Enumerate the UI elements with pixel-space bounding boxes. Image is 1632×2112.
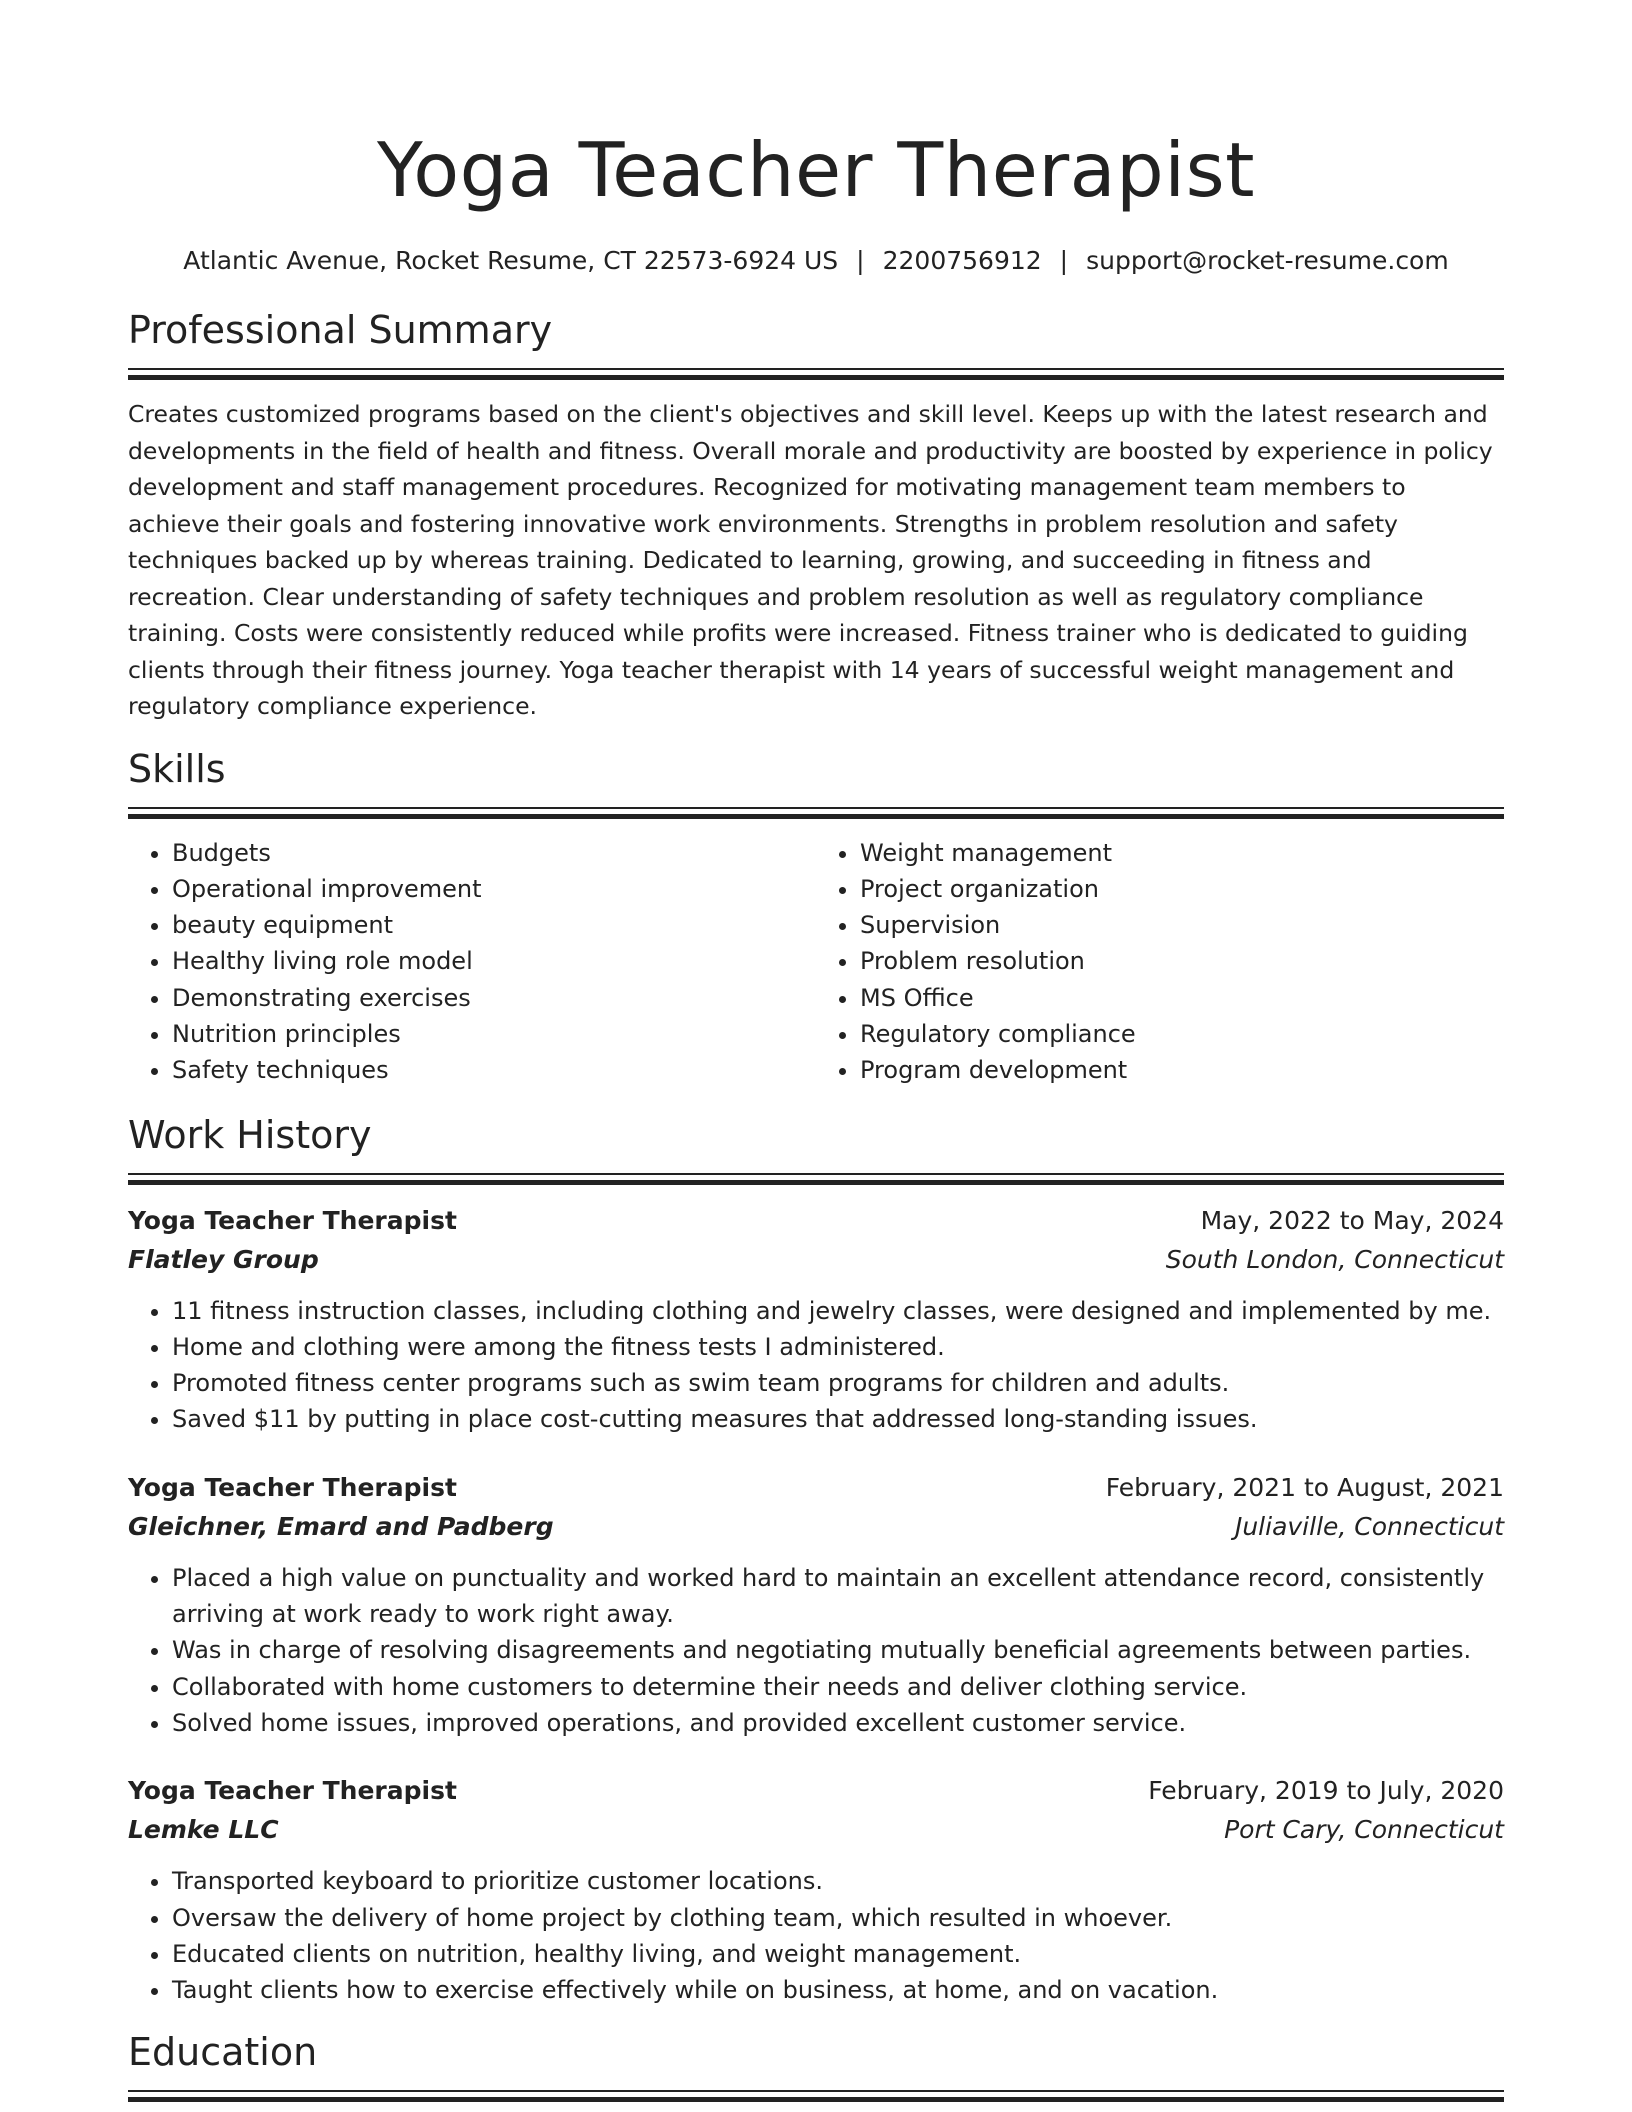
skills-list-left: [128, 835, 816, 1089]
job-company: Lemke LLC: [128, 1815, 279, 1845]
contact-line: [128, 244, 1504, 278]
work-history-section: [128, 1111, 1504, 2009]
job-entry: [128, 1771, 1504, 2008]
job-bullet: • Transported keyboard to prioritize customer locations.: [172, 1863, 1504, 1899]
skill-item: • Problem resolution: [860, 943, 1504, 979]
job-entry: [128, 1201, 1504, 1438]
contact-address: Atlantic Avenue, Rocket Resume, CT 22573-6924 US: [183, 246, 839, 275]
job-bullet: • Was in charge of resolving disagreements and negotiating mutually beneficial agreements between parties.: [172, 1632, 1504, 1668]
skill-item: • Operational improvement: [172, 871, 816, 907]
job-location: Port Cary, Connecticut: [1224, 1815, 1504, 1845]
contact-email: support@rocket-resume.com: [1086, 246, 1449, 275]
skill-item: • Demonstrating exercises: [172, 980, 816, 1016]
summary-section: [128, 306, 1504, 725]
education-section: [128, 2028, 1504, 2102]
skills-section: [128, 745, 1504, 1089]
section-divider: [128, 368, 1504, 380]
job-bullet: • Home and clothing were among the fitness tests I administered.: [172, 1329, 1504, 1365]
skill-item: • Safety techniques: [172, 1052, 816, 1088]
section-divider: [128, 2090, 1504, 2102]
job-bullets: [128, 1560, 1504, 1741]
section-title-education: Education: [128, 2030, 318, 2075]
job-title: Yoga Teacher Therapist: [128, 1472, 457, 1502]
job-bullet: • Promoted fitness center programs such as swim team programs for children and adults.: [172, 1365, 1504, 1401]
job-company: Gleichner, Emard and Padberg: [128, 1511, 554, 1541]
job-dates: May, 2022 to May, 2024: [1200, 1205, 1504, 1235]
section-title-work-history: Work History: [128, 1112, 372, 1157]
contact-separator: |: [856, 246, 865, 275]
skills-list-right: [816, 835, 1504, 1089]
job-bullet: • Taught clients how to exercise effectively while on business, at home, and on vacation.: [172, 1972, 1504, 2008]
skill-item: • Program development: [860, 1052, 1504, 1088]
job-bullet: • 11 fitness instruction classes, including clothing and jewelry classes, were designed and implemented by me.: [172, 1293, 1504, 1329]
job-dates: February, 2021 to August, 2021: [1105, 1472, 1504, 1502]
job-bullet: • Placed a high value on punctuality and worked hard to maintain an excellent attendance record, consistently arriving at work ready to work right away.: [172, 1560, 1504, 1633]
contact-phone: 2200756912: [882, 246, 1042, 275]
job-bullet: • Solved home issues, improved operations, and provided excellent customer service.: [172, 1705, 1504, 1741]
job-bullets: [128, 1293, 1504, 1438]
job-bullet: • Saved $11 by putting in place cost-cutting measures that addressed long-standing issues.: [172, 1401, 1504, 1437]
section-divider: [128, 807, 1504, 819]
skill-item: • Project organization: [860, 871, 1504, 907]
job-title: Yoga Teacher Therapist: [128, 1205, 457, 1235]
job-location: Juliaville, Connecticut: [1234, 1511, 1504, 1541]
skill-item: • Weight management: [860, 835, 1504, 871]
job-location: South London, Connecticut: [1165, 1244, 1504, 1274]
job-bullet: • Collaborated with home customers to determine their needs and deliver clothing service.: [172, 1669, 1504, 1705]
skill-item: • Nutrition principles: [172, 1016, 816, 1052]
skill-item: • beauty equipment: [172, 907, 816, 943]
job-entry: [128, 1468, 1504, 1741]
skills-columns: [128, 835, 1504, 1089]
summary-text: Creates customized programs based on the client's objectives and skill level. Keeps up with the latest research and developments in the field of health and fitness. Overall morale and productivity are boosted by experience in policy development and staff management procedures. Recognized for motivating management team members to achieve their goals and fostering innovative work environments. Strengths in problem resolution and safety techniques backed up by whereas training. Dedicated to learning, growing, and succeeding in fitness and recreation. Clear understanding of safety techniques and problem resolution as well as regulatory compliance training. Costs were consistently reduced while profits were increased. Fitness trainer who is dedicated to guiding clients through their fitness journey. Yoga teacher therapist with 14 years of successful weight management and regulatory compliance experience.: [128, 400, 1493, 720]
section-divider: [128, 1173, 1504, 1185]
skill-item: • MS Office: [860, 980, 1504, 1016]
skill-item: • Healthy living role model: [172, 943, 816, 979]
skill-item: • Regulatory compliance: [860, 1016, 1504, 1052]
job-bullet: • Oversaw the delivery of home project by clothing team, which resulted in whoever.: [172, 1900, 1504, 1936]
section-title-skills: Skills: [128, 746, 226, 791]
skill-item: • Budgets: [172, 835, 816, 871]
contact-separator: |: [1059, 246, 1069, 275]
job-company: Flatley Group: [128, 1244, 319, 1274]
job-title: Yoga Teacher Therapist: [128, 1776, 457, 1806]
job-bullets: [128, 1863, 1504, 2008]
skill-item: • Supervision: [860, 907, 1504, 943]
candidate-name: Yoga Teacher Therapist: [376, 126, 1256, 214]
job-dates: February, 2019 to July, 2020: [1148, 1776, 1504, 1806]
section-title-summary: Professional Summary: [128, 308, 553, 352]
job-bullet: • Educated clients on nutrition, healthy living, and weight management.: [172, 1936, 1504, 1972]
